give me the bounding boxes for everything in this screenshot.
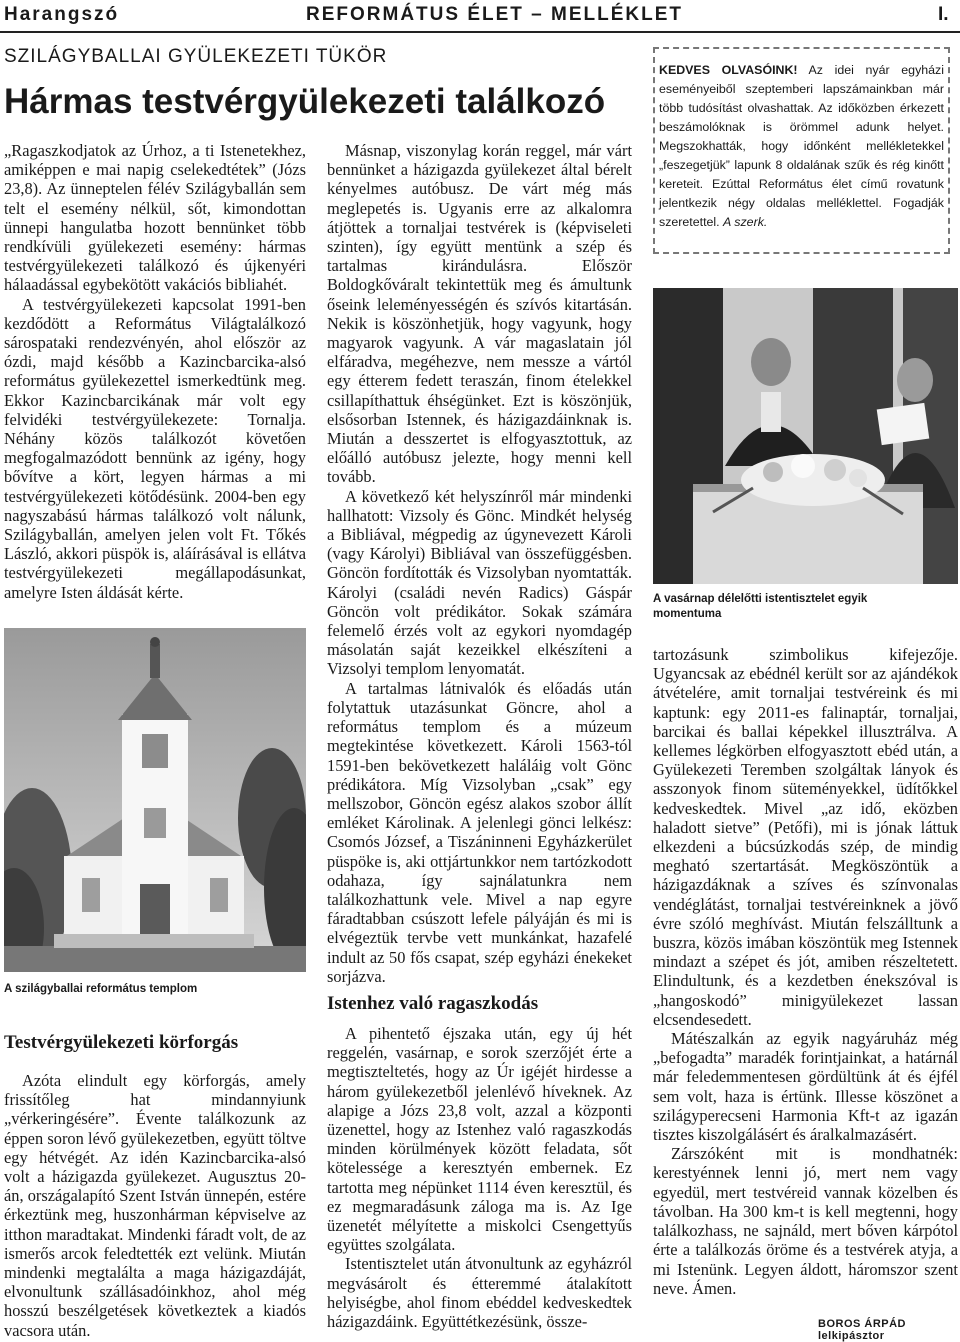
supplement-title: REFORMÁTUS ÉLET – MELLÉKLET [306,4,683,25]
subheading-korforgas: Testvérgyülekezeti körforgás [4,1032,239,1053]
column-1-top [4,141,306,602]
church-photo-caption: A szilágyballai református templom [4,983,198,995]
notice-text: Az idei nyár egyházi eseményeiből szeptemberi lapszámainkban már több tudósítást olvashattak. Az időközben érkezett beszámolóknak is örömmel adunk helyet. Megszokhatták, hogy időnként mellékletekkel „feszegetjük” lapunk 8 oldalának szűk és rég kinőtt kereteit. Ezúttal Református élet című rovatunk jelentkezik négy oldalas melléklettel. Fogadják szeretettel. [659,63,944,229]
paragraph: A pihentető éjszaka után, egy új hét reggelén, vasárnap, e sorok szerzőjét érte a megtiszteltetés, hogy az Úr igéjét hirdesse a három gyülekezetből jelenlévő híveknek. Az alapige a Józs 23,8 volt, azzal a központi üzenettel, hogy az Istenhez való ragaszkodás minden körülmények között feladata, sőt kötelessége a keresztyén embernek. Ez tartotta meg népünket 1114 éven keresztül, és ez megmaradásunk záloga ma is. Az Ige üzenetét mélyítette a miskolci Csengettyűs együttes szolgálata. [327,1023,632,1255]
column-2 [327,141,632,1331]
publication-name: Harangszó [4,4,120,25]
paragraph: Mátészalkán az egyik nagyáruház még „befogadta” maradék forintjainkat, a határnál már feledemmentesen gördültünk át és éjfél sem volt, haza is értünk. Illesse köszönet a szilágyperecseni Harmonia Kft-t az igazán tisztes kiszolgálásért és áralkalmazásért. [653,1029,958,1145]
paragraph: tartozásunk szimbolikus kifejezője. Ugyancsak az ebédnél került sor az ajándékok átvételére, amit tornaljai testvéreink és mi kaptunk: egy 2011-es falinaptár, tornaljai, barcikai és ballai képekkel illusztrálva. A kellemes légkörben elfogyasztott ebéd után, a Gyülekezeti Teremben szolgáltak lányok és asszonyok finom süteményekkel, üdítőkkel kedveskedtek. Mivel „az idő, eközben haladott sietve” (Petőfi), mi is jónak láttuk elkezdeni a búcsúzkodás szép, de mindig megható szertartását. Megköszöntük a házigazdáknak a szíves és színvonalas vendéglátást, tornaljai testvéreinknek a jövő évre szóló meghívást. Miután felszálltunk a buszra, közös imában köszöntük meg Istennek mindazt a szépet és jót, amiben részeltetett. Elindultunk, és a kezdetben énekszóval is „hangoskodó” minigyülekezet lassan elcsendesedett. [653,645,958,1029]
page-header [0,0,960,34]
worship-service-photo [653,288,958,584]
paragraph: Zárszóként mit is mondhatnék: kerestyénnek lenni jó, mert nem vagy egyedül, mert testvéreid vannak közelben és távolban. Ha 300 km-t is kell megtenni, hogy találkozhass, ne sajnáld, mert bőven kárpótol érte a találkozás öröme és a testvérek atyja, a mi Istenünk. Legyen áldott, háromszor szent neve. Ámen. [653,1144,958,1298]
paragraph: A tartalmas látnivalók és előadás után folytattuk utazásunkat Göncre, ahol a református templom és a múzeum megtekintése következett. Károli 1563-tól 1591-ben bekövetkezett haláláig volt Gönc prédikátora. Míg Vizsolyban „csak” egy mellszobor, Göncön egész alakos szobor állít emléket Károlinak. A jelenlegi gönci lelkész: Csomós József, a Tiszáninneni Egyházkerület püspöke is, aki ottjártunkkor nem tartózkodott odahaza, így sajnálatunkra nem találkozhattunk vele. Mivel a nap egyre fáradtabban csúszott lefele pályáján és mi is elvégeztük tervbe vett munkánkat, hazafelé indult az 50 fős csapat, szép egyházi énekeket sorjázva. [327,678,632,986]
church-photo [4,628,306,972]
page-number: I. [938,4,949,25]
section-title: SZILÁGYBALLAI GYÜLEKEZETI TÜKÖR [4,46,388,67]
author-signature: BOROS ÁRPÁD lelkipásztor [818,1318,907,1342]
worship-photo-caption: A vasárnap délelőtti istentisztelet egyik momentuma [653,593,868,620]
column-1-bottom [4,1071,306,1340]
paragraph: A testvérgyülekezeti kapcsolat 1991-ben kezdődött a Református Világtalálkozó sárospataki rendezvényén, ahol először az ózdi, majd később a Kazincbarcika-alsó református gyülekezettel ismerkedtünk meg. Ekkor Kazincbarcikának már volt egy felvidéki testvérgyülekezete: Tornalja. Néhány közös találkozót követően megfogalmazódott bennünk az igény, hogy bővítve a kört, legyen hármas a mi testvérgyülekezeti kötődésünk. 2004-ben egy nagyszabású hármas találkozó volt nálunk, Szilágyballán, amelyen jelen volt Ft. Tőkés László, akkori püspök is, aláírásával is ellátva testvérgyülekezeti megállapodásunkat, amelyre Isten áldását kérte. [4,294,306,602]
editor-notice-box [653,47,950,254]
paragraph: A következő két helyszínről már mindenki hallhatott: Vizsoly és Gönc. Mindkét helység a Bibliával, mégpedig az úgynevezett Károli (vagy Károlyi) Bibliával van összefüggésben. Göncön fordították és Vizsolyban nyomtatták. Károlyi (családi nevén Radics) Gáspár Göncön volt prédikátor. Sokak számára felemelő érzés volt az egykori nyomdagép másolatán saját kezeikkel elkészíteni a Vizsolyi templom lenyomatát. [327,486,632,679]
notice-lead: KEDVES OLVASÓINK! [659,63,798,77]
paragraph: Másnap, viszonylag korán reggel, már várt bennünket a házigazda gyülekezet által bérelt kényelmes autóbusz. De várt még más meglepetés is. Ugyanis erre az alkalomra átjöttek a tornaljai testvérek is (képviseleti szinten), így együtt mentünk a szép és tartalmas kirándulásra. Először Boldogkőváralt tekintettük meg és ámultunk őseink leleményességén és szívós kitartásán. Nekik is köszönhetjük, hogy vagyunk, hogy magyarok vagyunk. A vár magaslatain jól elfáradva, megéhezve, nem messze a vártól egy étterem fedett teraszán, finom ételekkel csillapíthattuk éhségünket. Ezt is köszönjük, elsősorban Istennek, és házigazdáinknak is. Miután a desszertet is elfogyasztottuk, az előálló autóbusz jelezte, hogy menni kell tovább. [327,141,632,487]
column-3 [653,645,958,1298]
paragraph: Istentisztelet után átvonultunk az egyházról megvásárolt és étteremmé átalakított helyiségbe, ahol finom ebéddel kedveskedtek házigazdáink. Együttétkezésünk, össze- [327,1254,632,1331]
paragraph: „Ragaszkodjatok az Úrhoz, a ti Istenetekhez, amiképpen e mai napig cselekedtétek” (Józs 23,8). Az ünneptelen félév Szilágyballán sem telt el esemény nélkül, sőt, kimondottan ünnepi hangulatba hozott bennünket több rendkívüli gyülekezeti esemény: hármas testvérgyülekezeti találkozó és újkenyéri hálaadással egybekötött vakációs bibliahét. [4,141,306,295]
notice-signature: A szerk. [723,215,768,229]
subheading-istenhez: Istenhez való ragaszkodás [327,993,539,1014]
paragraph: Azóta elindult egy körforgás, amely frissítőleg hat mindannyiunk „vérkeringésére”. Évente találkozunk az éppen soron lévő gyülekezetben, együtt töltve egy hétvégét. Az idén Kazincbarcika-alsó volt a házigazda gyülekezet. Augusztus 20-án, országalapító Szent István ünnepén, estére érkeztünk meg, huszonhárman képviselve az itthon maradtakat. Mindenki fáradt volt, de az ismerős arcok feledtették ezt velünk. Miután mindenki megtalálta a maga házigazdáját, elvonultunk szállásadóinkhoz, ahol még hosszú beszélgetések következtek a kiadós vacsora után. [4,1071,306,1340]
article-title: Hármas testvérgyülekezeti találkozó [4,82,606,121]
header-rule [0,31,960,33]
